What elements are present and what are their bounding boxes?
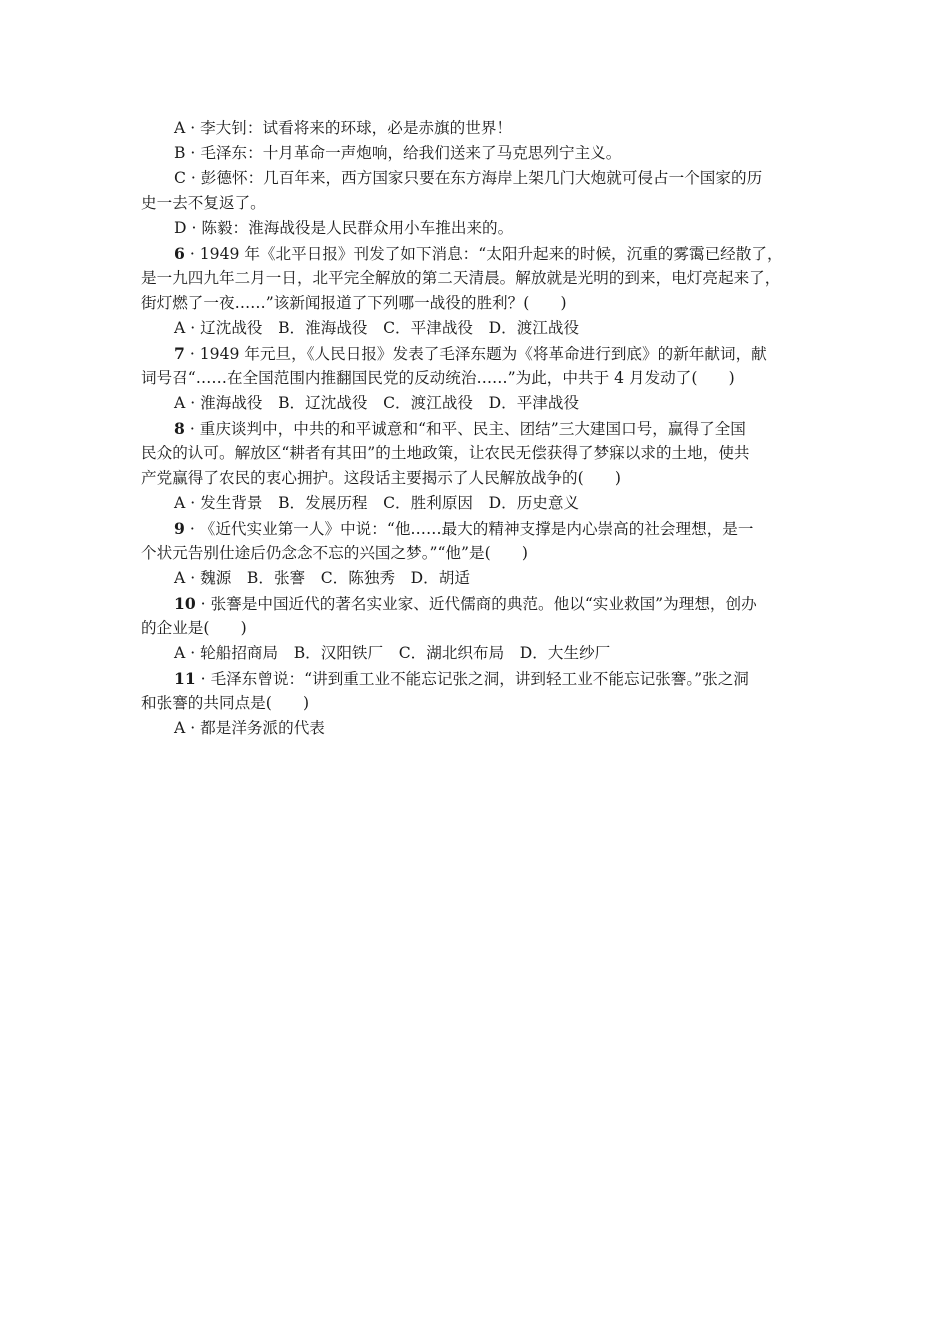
text-line: [141, 541, 811, 566]
line-text: A · 都是洋务派的代表: [174, 719, 325, 737]
text-line: [141, 691, 811, 716]
text-line: [141, 391, 811, 416]
line-text: 是一九四九年二月一日，北平完全解放的第二天清晨。解放就是光明的到来，电灯亮起来了，: [141, 269, 781, 287]
line-text: 的企业是( ): [141, 619, 247, 637]
line-text: A · 发生背景 B．发展历程 C．胜利原因 D．历史意义: [174, 494, 580, 512]
question-line: [141, 591, 811, 616]
line-text: 史一去不复返了。: [141, 194, 266, 212]
question-line: [141, 416, 811, 441]
question-number: 8: [174, 419, 185, 438]
text-line: [141, 166, 811, 191]
line-text: A · 李大钊：试看将来的环球，必是赤旗的世界！: [174, 119, 513, 137]
text-line: [141, 116, 811, 141]
line-text: · 1949 年《北平日报》刊发了如下消息：“太阳升起来的时候，沉重的雾霭已经散了，: [184, 245, 783, 263]
question-number: 9: [174, 519, 185, 538]
line-text: · 《近代实业第一人》中说：“他……最大的精神支撑是内心崇高的社会理想，是一: [184, 520, 754, 538]
line-text: · 重庆谈判中，中共的和平诚意和“和平、民主、团结”三大建国口号，赢得了全国: [184, 420, 746, 438]
line-text: C · 彭德怀：几百年来，西方国家只要在东方海岸上架几门大炮就可侵占一个国家的历: [174, 169, 763, 187]
question-number: 6: [174, 244, 185, 263]
text-line: [141, 191, 811, 216]
text-line: [141, 316, 811, 341]
text-line: [141, 491, 811, 516]
question-number: 10: [174, 594, 196, 613]
line-text: 民众的认可。解放区“耕者有其田”的土地政策，让农民无偿获得了梦寐以求的土地，使共: [141, 444, 750, 462]
line-text: · 1949 年元旦，《人民日报》发表了毛泽东题为《将革命进行到底》的新年献词，献: [184, 345, 767, 363]
line-text: A · 轮船招商局 B．汉阳铁厂 C．湖北织布局 D．大生纱厂: [174, 644, 611, 662]
text-line: [141, 141, 811, 166]
line-text: · 张謇是中国近代的著名实业家、近代儒商的典范。他以“实业救国”为理想，创办: [195, 595, 757, 613]
line-text: 街灯燃了一夜……”该新闻报道了下列哪一战役的胜利？( ): [141, 294, 567, 312]
line-text: A · 淮海战役 B．辽沈战役 C．渡江战役 D．平津战役: [174, 394, 580, 412]
text-line: [141, 291, 811, 316]
text-line: [141, 716, 811, 741]
text-line: [141, 641, 811, 666]
question-line: [141, 516, 811, 541]
question-text-block: [141, 116, 811, 741]
question-number: 7: [174, 344, 185, 363]
line-text: 个状元告别仕途后仍念念不忘的兴国之梦。”“他”是( ): [141, 544, 528, 562]
text-line: [141, 266, 811, 291]
line-text: A · 魏源 B．张謇 C．陈独秀 D．胡适: [174, 569, 470, 587]
line-text: 产党赢得了农民的衷心拥护。这段话主要揭示了人民解放战争的( ): [141, 469, 621, 487]
line-text: A · 辽沈战役 B．淮海战役 C．平津战役 D．渡江战役: [174, 319, 580, 337]
question-line: [141, 241, 811, 266]
line-text: 和张謇的共同点是( ): [141, 694, 310, 712]
line-text: B · 毛泽东：十月革命一声炮响，给我们送来了马克思列宁主义。: [174, 144, 622, 162]
line-text: 词号召“……在全国范围内推翻国民党的反动统治……”为此，中共于 4 月发动了( ): [141, 369, 735, 387]
text-line: [141, 366, 811, 391]
question-number: 11: [174, 669, 196, 688]
line-text: D · 陈毅：淮海战役是人民群众用小车推出来的。: [174, 219, 514, 237]
text-line: [141, 441, 811, 466]
text-line: [141, 466, 811, 491]
line-text: · 毛泽东曾说：“讲到重工业不能忘记张之洞，讲到轻工业不能忘记张謇。”张之洞: [195, 670, 749, 688]
text-line: [141, 566, 811, 591]
text-line: [141, 616, 811, 641]
question-line: [141, 666, 811, 691]
question-line: [141, 341, 811, 366]
text-line: [141, 216, 811, 241]
